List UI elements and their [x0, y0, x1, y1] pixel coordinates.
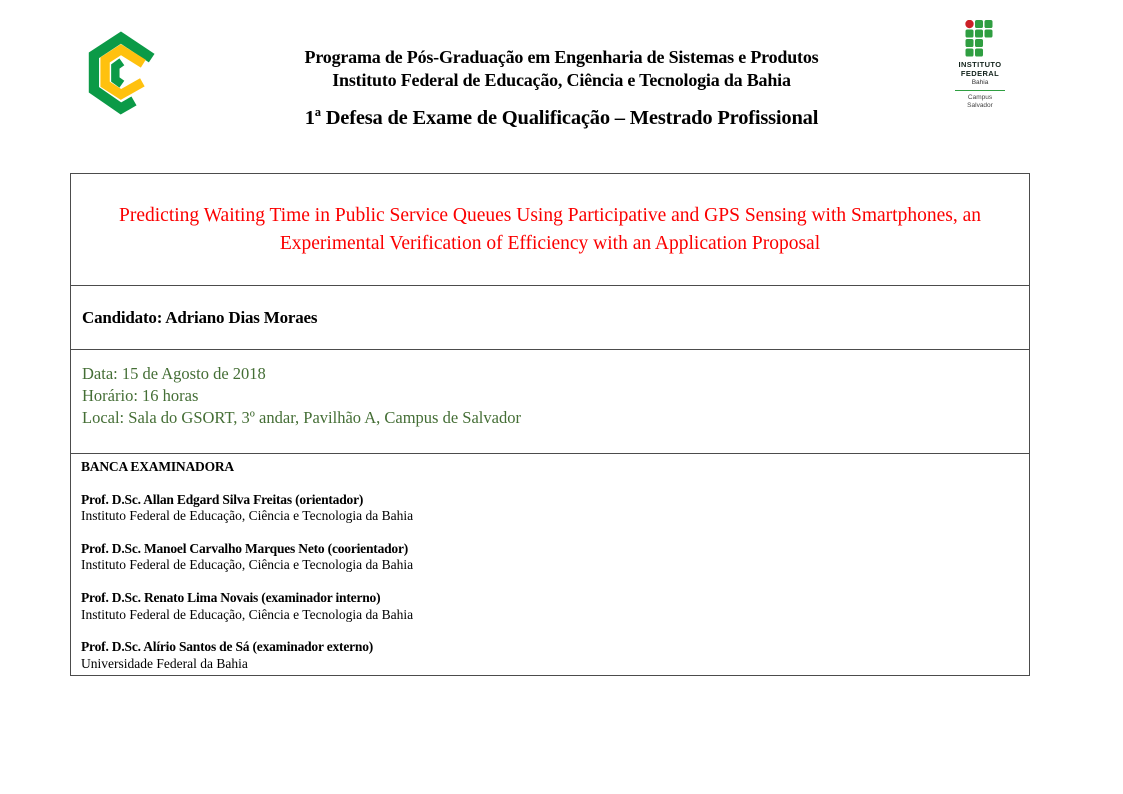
committee-heading: BANCA EXAMINADORA [81, 459, 234, 474]
program-name-line1: Programa de Pós-Graduação em Engenharia de Sistemas e Produtos [304, 47, 819, 67]
event-title: 1ª Defesa de Exame de Qualificação – Mestrado Profissional [304, 107, 819, 129]
if-logo-divider [955, 90, 1005, 91]
defense-info-table [70, 173, 1030, 676]
ifba-logo [944, 20, 1016, 110]
member-affiliation: Instituto Federal de Educação, Ciência e Tecnologia da Bahia [81, 508, 414, 524]
candidate-row [71, 285, 1029, 349]
schedule-date: Data: 15 de Agosto de 2018 [82, 364, 266, 383]
committee-member [81, 639, 1019, 672]
if-logo-region: Bahia [971, 79, 989, 86]
member-name: Prof. D.Sc. Alírio Santos de Sá (examinador externo) [81, 639, 374, 655]
committee-row [71, 453, 1029, 675]
schedule-row [71, 349, 1029, 453]
program-name-line2: Instituto Federal de Educação, Ciência e Tecnologia da Bahia [332, 69, 791, 90]
if-squares-icon [965, 20, 995, 58]
member-name: Prof. D.Sc. Allan Edgard Silva Freitas (orientador) [81, 491, 364, 507]
if-logo-line2: FEDERAL [960, 68, 1000, 78]
member-affiliation: Instituto Federal de Educação, Ciência e Tecnologia da Bahia [81, 557, 414, 573]
committee-member [81, 590, 1019, 623]
if-logo-campus-line1: Campus [967, 94, 993, 101]
schedule-location: Local: Sala do GSORT, 3º andar, Pavilhão A, Campus de Salvador [82, 408, 521, 427]
member-name: Prof. D.Sc. Manoel Carvalho Marques Neto (coorientador) [81, 540, 409, 556]
member-affiliation: Universidade Federal da Bahia [81, 655, 248, 671]
schedule-time: Horário: 16 horas [82, 386, 199, 405]
committee-member [81, 541, 1019, 574]
member-affiliation: Instituto Federal de Educação, Ciência e Tecnologia da Bahia [81, 606, 414, 622]
thesis-title: Predicting Waiting Time in Public Service Queues Using Participative and GPS Sensing with Smartphones, an Experimental Verification of Efficiency with an Application Proposal [119, 204, 981, 254]
thesis-title-row [71, 174, 1029, 285]
if-logo-campus-line2: Salvador [967, 102, 993, 109]
if-logo-line1: INSTITUTO [958, 60, 1002, 69]
candidate-name: Candidato: Adriano Dias Moraes [82, 307, 318, 327]
member-name: Prof. D.Sc. Renato Lima Novais (examinador interno) [81, 589, 381, 605]
committee-member [81, 492, 1019, 525]
